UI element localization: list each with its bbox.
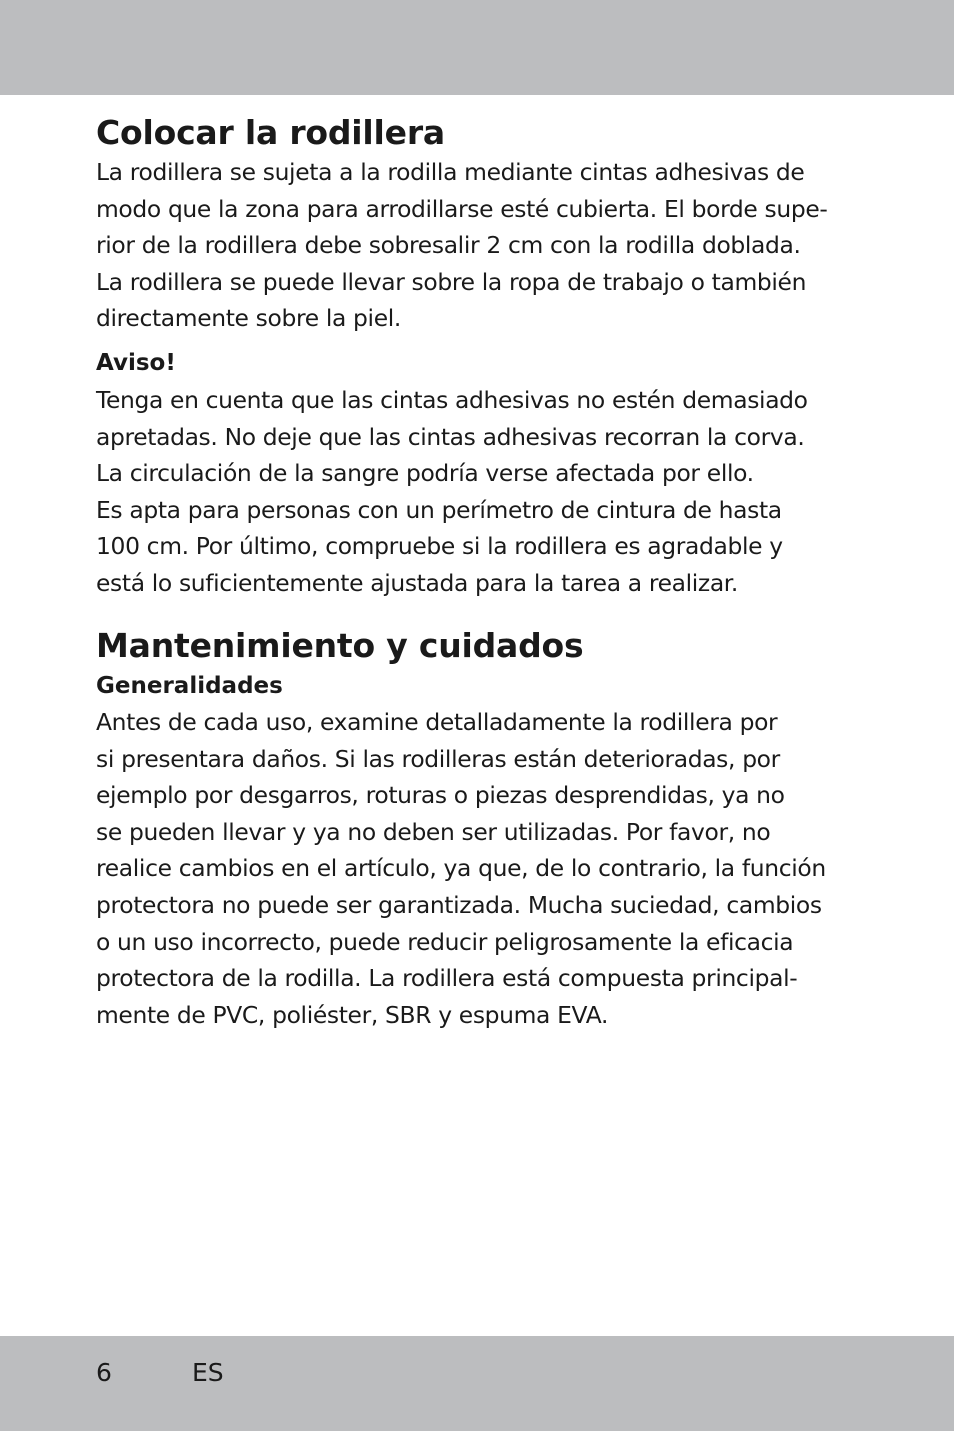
text-line: realice cambios en el artículo, ya que, de lo contrario, la función <box>96 854 826 883</box>
text-line: protectora de la rodilla. La rodillera está compuesta principal- <box>96 964 798 993</box>
warning-title: Aviso! <box>96 350 176 376</box>
page-number: 6 <box>96 1358 112 1387</box>
text-line: Antes de cada uso, examine detalladamente la rodillera por <box>96 708 778 736</box>
text-line: protectora no puede ser garantizada. Mucha suciedad, cambios <box>96 890 822 919</box>
text-line: si presentara daños. Si las rodilleras están deterioradas, por <box>96 744 780 773</box>
paragraph-warning <box>96 382 808 602</box>
text-line: ejemplo por desgarros, roturas o piezas desprendidas, ya no <box>96 781 785 810</box>
text-line: o un uso incorrecto, puede reducir peligrosamente la eficacia <box>96 927 794 956</box>
text-line: modo que la zona para arrodillarse esté cubierta. El borde supe- <box>96 194 828 223</box>
subsection-title-generalidades: Generalidades <box>96 673 283 699</box>
section-title-colocar: Colocar la rodillera <box>96 113 445 152</box>
text-line: rior de la rodillera debe sobresalir 2 cm con la rodilla doblada. <box>96 231 801 260</box>
section-title-mantenimiento: Mantenimiento y cuidados <box>96 626 584 665</box>
text-line: La rodillera se sujeta a la rodilla mediante cintas adhesivas de <box>96 158 805 186</box>
text-line: La rodillera se puede llevar sobre la ropa de trabajo o también <box>96 267 807 296</box>
text-line: Tenga en cuenta que las cintas adhesivas no estén demasiado <box>96 386 808 414</box>
text-line: Es apta para personas con un perímetro de cintura de hasta <box>96 495 782 524</box>
text-line: directamente sobre la piel. <box>96 304 401 333</box>
text-line: La circulación de la sangre podría verse afectada por ello. <box>96 459 754 488</box>
footer-band <box>0 1336 954 1431</box>
text-line: mente de PVC, poliéster, SBR y espuma EVA. <box>96 1000 609 1029</box>
paragraph-generalidades <box>96 704 826 1033</box>
text-line: se pueden llevar y ya no deben ser utilizadas. Por favor, no <box>96 817 771 846</box>
paragraph-colocar <box>96 154 828 337</box>
language-code: ES <box>192 1358 224 1387</box>
text-line: 100 cm. Por último, compruebe si la rodillera es agradable y <box>96 532 783 561</box>
header-band <box>0 0 954 95</box>
text-line: apretadas. No deje que las cintas adhesivas recorran la corva. <box>96 422 805 451</box>
text-line: está lo suficientemente ajustada para la tarea a realizar. <box>96 568 739 597</box>
